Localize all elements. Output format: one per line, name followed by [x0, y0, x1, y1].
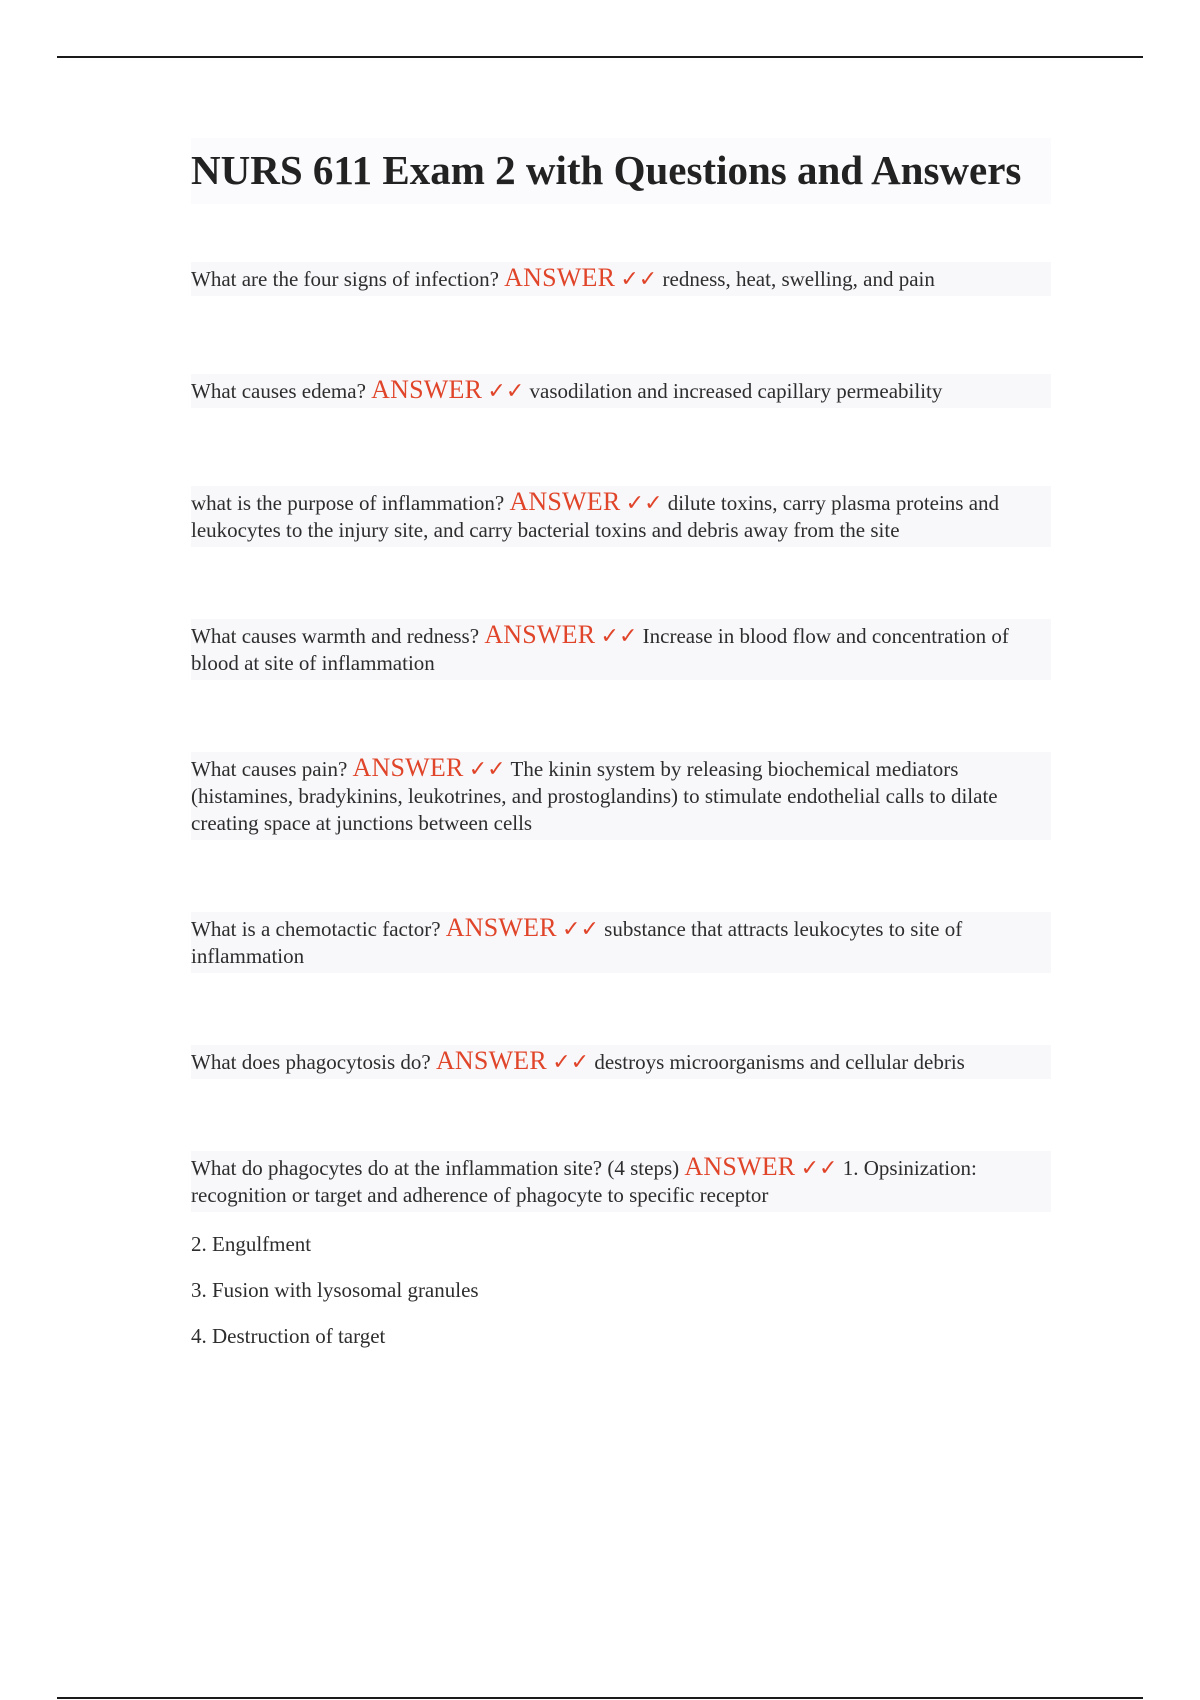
question-text: What causes pain? — [191, 757, 348, 781]
double-check-icon: ✓✓ — [552, 1050, 590, 1075]
qa-item — [191, 1045, 1051, 1079]
question-text: What does phagocytosis do? — [191, 1050, 431, 1074]
answer-label: ANSWER — [509, 487, 621, 516]
answer-text: redness, heat, swelling, and pain — [662, 267, 935, 291]
question-text: what is the purpose of inflammation? — [191, 491, 505, 515]
top-rule — [57, 56, 1143, 58]
answer-text: destroys microorganisms and cellular debris — [594, 1050, 965, 1074]
double-check-icon: ✓✓ — [620, 267, 658, 292]
list-item: 4. Destruction of target — [191, 1324, 386, 1348]
answer-text: vasodilation and increased capillary permeability — [529, 379, 943, 403]
question-text: What is a chemotactic factor? — [191, 917, 441, 941]
answer-label: ANSWER — [484, 620, 596, 649]
question-text: What causes warmth and redness? — [191, 624, 480, 648]
answer-text: 1. Opsinization: recognition or target and adherence of phagocyte to specific receptor — [191, 1156, 977, 1207]
qa-item — [191, 262, 1051, 296]
answer-label: ANSWER — [684, 1152, 796, 1181]
document-body — [191, 138, 1051, 1350]
question-text: What causes edema? — [191, 379, 366, 403]
answer-label: ANSWER — [504, 263, 616, 292]
double-check-icon: ✓✓ — [562, 917, 599, 942]
double-check-icon: ✓✓ — [625, 491, 663, 516]
list-item: 2. Engulfment — [191, 1232, 312, 1256]
double-check-icon: ✓✓ — [800, 1156, 838, 1181]
double-check-icon: ✓✓ — [600, 624, 638, 649]
qa-item — [191, 619, 1051, 680]
qa-item — [191, 374, 1051, 408]
list-item: 3. Fusion with lysosomal granules — [191, 1278, 479, 1302]
answer-text: Increase in blood flow and concentration of blood at site of inflammation — [191, 624, 1009, 675]
question-text: What do phagocytes do at the inflammation site? (4 steps) — [191, 1156, 680, 1180]
answer-text: The kinin system by releasing biochemical mediators (histamines, bradykinins, leukotrines, and prostoglandins) to stimulate endothelial calls to dilate creating space at junctions between cells — [191, 757, 998, 835]
qa-item — [191, 752, 1051, 840]
bottom-rule — [57, 1697, 1143, 1699]
qa-item — [191, 912, 1051, 973]
answer-text: dilute toxins, carry plasma proteins and leukocytes to the injury site, and carry bacterial toxins and debris away from the site — [191, 491, 1000, 542]
answer-label: ANSWER — [371, 375, 483, 404]
double-check-icon: ✓✓ — [487, 379, 525, 404]
qa-item — [191, 486, 1051, 547]
question-text: What are the four signs of infection? — [191, 267, 499, 291]
document-title: NURS 611 Exam 2 with Questions and Answers — [191, 138, 1051, 204]
answer-text: substance that attracts leukocytes to site of inflammation — [191, 917, 963, 968]
double-check-icon: ✓✓ — [468, 757, 506, 782]
answer-label: ANSWER — [352, 753, 464, 782]
qa-item — [191, 1151, 1051, 1212]
answer-label: ANSWER — [445, 913, 557, 942]
answer-label: ANSWER — [435, 1046, 547, 1075]
